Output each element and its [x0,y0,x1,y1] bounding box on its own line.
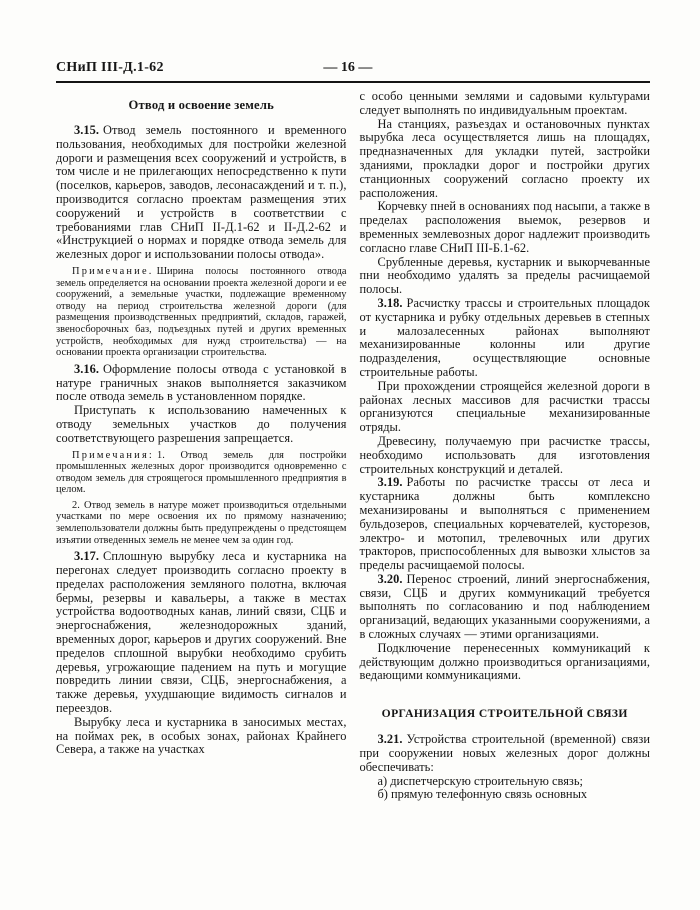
header-rule [56,81,650,83]
paragraph [360,380,651,435]
clause-number: 3.19. [377,475,403,490]
note-lead: Примечание. [72,265,154,277]
note-text: Ширина полосы постоянного отвода земель определяется на основании проекта железной дороги и ее сооружений, а земельные участки, подлежащие временному отводу на период строительства железной дороги (для размещения производственных предприятий, складов, гаражей, звеносборочных баз, подъездных путей и других временных устройств, необходимых для нужд строительства) — на основании проекта организации строительства. [56,265,347,359]
clause-3-20 [360,573,651,642]
paragraph-text: При прохождении строящейся железной дороги в районах лесных массивов для расчистки трассы организуются специальные механизированные отряды. [359,378,650,435]
paragraph-text: На станциях, разъездах и остановочных пунктах вырубка леса осуществляется лишь на площадях, предназначенных для укладки путей, застройки зданиями, прокладки дорог и постройки других станционных сооружений согласно проекту их расположения. [359,116,650,200]
note-lead: Примечания: [72,449,155,461]
paragraph [360,435,651,476]
clause-number: 3.16. [74,361,100,376]
paragraph [56,404,347,445]
clause-3-16 [56,363,347,404]
list-item-text: б) прямую телефонную связь основных [377,787,588,802]
clause-text: Работы по расчистке трассы от леса и кустарника должны быть комплексно механизированы и выполняться с применением бульдозеров, специальных корчевателей, кусторезов, электро- и мотопил, трелевочных или других тракторов, приспособленных для вывозки хлыстов за пределы расчищаемой полосы. [359,475,650,573]
left-column [56,90,347,802]
note-single [56,266,347,359]
clause-text: Оформление полосы отвода с установкой в натуре граничных знаков выполняется заказчиком после отвода земель в установленном порядке. [56,361,347,404]
note-list-1 [56,450,347,496]
paragraph [360,642,651,683]
paragraph-continuation [360,90,651,118]
paragraph-text: Срубленные деревья, кустарник и выкорчеванные пни необходимо удалять за пределы расчищаемой полосы. [359,254,650,297]
note-text: 1. Отвод земель для постройки промышленных железных дорог производится одновременно с отводом земель для строящегося промышленного предприятия в целом. [56,449,347,496]
paragraph [56,716,347,757]
clause-number: 3.20. [377,571,403,586]
clause-number: 3.21. [377,732,403,747]
note-list-2 [56,500,347,546]
clause-3-21 [360,733,651,774]
clause-text: Расчистку трассы и строительных площадок от кустарника и рубку отдельных деревьев в степных и малозалесенных районах выполняют механизированные колонны или другие подразделения, осуществляющие основные строительные работы. [359,295,650,379]
page-header [56,60,650,76]
list-item-b [360,788,651,802]
paragraph-text: Корчевку пней в основаниях под насыпи, а также в пределах расположения выемок, резервов и временных землевозных дорог надлежит производить согласно главе СНиП III-Б.1-62. [359,199,650,255]
paragraph-text: Приступать к использованию намеченных к отводу земельных участков до получения соответствующего разрешения запрещается. [56,403,347,445]
paragraph-text: Вырубку леса и кустарника в заносимых местах, на поймах рек, в особых зонах, районах Крайнего Севера, а также на участках [56,714,347,757]
clause-3-19 [360,476,651,573]
text-columns [56,90,650,802]
clause-text: Устройства строительной (временной) связи при сооружении новых железных дорог должны обеспечивать: [359,732,650,774]
clause-text: Отвод земель постоянного и временного пользования, необходимых для постройки железной дороги и размещения всех сооружений и устройств, в том числе и не прилегающих непосредственно к пути (поселков, карьеров, заводов, лесонасаждений и т. п.), производится согласно проектам размещения этих сооружений и устройств в соответствии с требованиями глав СНиП II-Д.1-62 и II-Д.2-62 и «Инструкцией о нормах и порядке отвода земель для железных дорог и использовании полосы отвода». [56,123,347,262]
clause-3-15 [56,124,347,262]
paragraph [360,200,651,255]
clause-3-18 [360,297,651,380]
right-column [360,90,651,802]
clause-text: Сплошную вырубку леса и кустарника на перегонах следует производить согласно проекту в пределах расположения земляного полотна, включая бермы, резервы и кавальеры, а также в местах устройства водоотводных канав, линий связи, СЦБ и энергоснабжения, железнодорожных зданий, временных дорог, карьеров и других сооружений. Вне пределов сплошной вырубки необходимо срубить деревья, угрожающие падением на путь и могущие повредить линии связи, СЦБ, энергоснабжения, а также деревья, ухудшающие видимость сигналов и переездов. [56,549,347,716]
note-text: 2. Отвод земель в натуре может производиться отдельными участками по мере освоения их по прямому назначению; землепользователи должны быть предупреждены о предстоящем изъятии отведенных земель не менее чем за один год. [56,499,347,546]
clause-number: 3.17. [74,549,100,564]
paragraph [360,118,651,201]
clause-text: Перенос строений, линий энергоснабжения, связи, СЦБ и других коммуникаций требуется выполнять по согласованию и под наблюдением организаций, ведающих указанными сооружениями, а в сложных случаях — этими организациями. [359,571,650,642]
list-item-text: а) диспетчерскую строительную связь; [377,773,583,788]
paragraph-text: Подключение перенесенных коммуникаций к действующим должно производиться организациями, ведающими коммуникациями. [359,640,650,683]
document-code: СНиП III-Д.1-62 [56,60,164,75]
list-item-a [360,775,651,789]
section-title-land: Отвод и освоение земель [128,98,274,112]
clause-number: 3.15. [74,123,100,137]
paragraph-text: Древесину, получаемую при расчистке трассы, необходимо использовать для изготовления строительных конструкций и деталей. [359,433,650,476]
page-number: — 16 — [323,60,373,75]
paragraph [360,256,651,297]
clause-number: 3.18. [377,295,403,310]
clause-3-17 [56,550,347,716]
section-title-communication: ОРГАНИЗАЦИЯ СТРОИТЕЛЬНОЙ СВЯЗИ [381,707,628,721]
paragraph-text: с особо ценными землями и садовыми культурами следует выполнять по индивидуальным проектам. [359,89,650,117]
